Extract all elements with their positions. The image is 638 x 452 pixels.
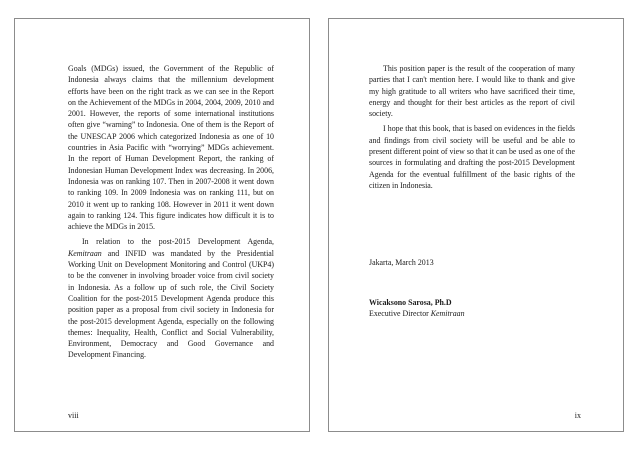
right-paragraph-2: I hope that this book, that is based on evidences in the fields and findings from civil society will be useful and be able to present different point of view so that it can be used as one of the sources in formulating and drafting the post-2015 Development Agenda for the eventual fulfillment of the basic rights of the citizen in Indonesia. <box>369 124 575 190</box>
right-page-number: ix <box>574 411 581 420</box>
left-page-body <box>68 63 274 361</box>
signer-org: Kemitraan <box>430 308 465 318</box>
left-paragraph-2-start: In relation to the post-2015 Development Agenda, <box>82 237 274 247</box>
left-page-number: viii <box>68 411 79 420</box>
right-paragraph-1: This position paper is the result of the cooperation of many parties that I can't mention here. I would like to thank and give my high gratitude to all writers who have sacrificed their time, energy and thought for their best articles as the report of civil society. <box>369 64 575 119</box>
right-page <box>328 18 624 432</box>
place-date: Jakarta, March 2013 <box>369 258 434 268</box>
signer-title: Executive Director <box>369 308 429 318</box>
left-paragraph-2-org: Kemitraan <box>68 248 102 258</box>
signer-name: Wicaksono Sarosa, Ph.D <box>369 297 452 307</box>
left-paragraph-2 <box>68 236 274 360</box>
signer-role <box>369 308 575 319</box>
left-paragraph-2-rest: and INFID was mandated by the Presidential Working Unit on Development Monitoring and Control (UKP4) to be the convener in involving broader voice from civil society in Indonesia. As a follow up of such role, the Civil Society Coalition for the post-2015 Development Agenda produce this position paper as a proposal from civil society in Indonesia for the post-2015 development Agenda, especially on the following themes: Inequality, Health, Conflict and Social Vulnerability, Environment, Democracy and Good Governance and Development Financing. <box>68 248 274 360</box>
right-page-body <box>369 63 575 319</box>
left-paragraph-1: Goals (MDGs) issued, the Government of the Republic of Indonesia always claims that the millennium development efforts have been on the right track as we can see in the Report on the Achievement of the MDGs in 2004, 2004, 2009, 2010 and 2001. However, the reports of some international institutions often give “warning” to Indonesia. One of them is the Report of the UNESCAP 2006 which categorized Indonesia as one of 10 countries in Asia Pacific with “worrying” MDGs achievement. In the report of Human Development Report, the ranking of Indonesian Human Development Index was decreasing. In 2006, Indonesia was on ranking 107. Then in 2007-2008 it went down to ranking 109. In 2009 Indonesia was on ranking 111, but on 2010 it went up to ranking 108. However in 2011 it went down again to ranking 124. This figure indicates how difficult it is to achieve the MDGs in 2015. <box>68 64 274 232</box>
left-page <box>14 18 310 432</box>
